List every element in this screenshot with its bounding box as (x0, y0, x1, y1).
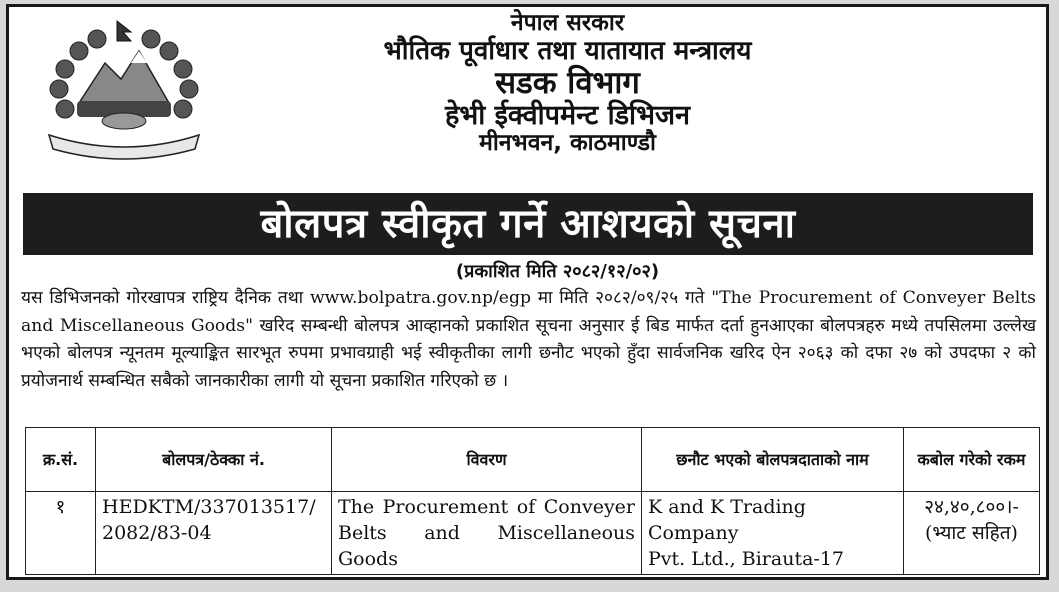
cell-description: The Procurement of Conveyer Belts and Miscellaneous Goods (332, 492, 642, 575)
header-sn: क्र.सं. (26, 428, 96, 492)
bidder-line1: K and K Trading Company (648, 496, 806, 544)
header-contract-no: बोलपत्र/ठेक्का नं. (96, 428, 332, 492)
office-address: मीनभवन, काठमाण्डौ (479, 129, 656, 156)
header (9, 11, 1046, 157)
notice-title: बोलपत्र स्वीकृत गर्ने आशयको सूचना (23, 193, 1033, 255)
bidder-line2: Pvt. Ltd., Birauta-17 (648, 548, 845, 570)
cell-contract-no (96, 492, 332, 575)
cell-amount (904, 492, 1040, 575)
contract-no-line2: 2082/83-04 (102, 522, 212, 544)
ministry-name: भौतिक पूर्वाधार तथा यातायात मन्त्रालय (383, 35, 752, 66)
header-description: विवरण (332, 428, 642, 492)
selected-bid-table (25, 427, 1040, 575)
table-header-row (26, 428, 1040, 492)
cell-bidder (642, 492, 904, 575)
cell-sn: १ (26, 492, 96, 575)
division-name: हेभी ईक्वीपमेन्ट डिभिजन (444, 99, 691, 131)
government-name: नेपाल सरकार (510, 10, 625, 36)
department-name: सडक विभाग (495, 64, 640, 101)
contract-no-line1: HEDKTM/337013517/ (102, 496, 316, 518)
table-row (26, 492, 1040, 575)
notice-body: यस डिभिजनको गोरखापत्र राष्ट्रिय दैनिक तथा www.bolpatra.gov.np/egp मा मिति २०८२/०९/२५ गते "The Procurement of Conveyer Belts and Miscellaneous Goods" खरिद सम्बन्धी बोलपत्र आव्हानको प्रकाशित सूचना अनुसार ई बिड मार्फत दर्ता हुनआएका बोलपत्रहरु मध्ये तपसिलमा उल्लेख भएको बोलपत्र न्यूनतम मूल्याङ्कित सारभूत रुपमा प्रभावग्राही भई स्वीकृतीका लागी छनौट भएको हुँदा सार्वजनिक खरिद ऐन २०६३ को दफा २७ को उपदफा २ को प्रयोजनार्थ सम्बन्धित सबैको जानकारीका लागी यो सूचना प्रकाशित गरिएको छ । (21, 288, 1036, 391)
published-date: (प्रकाशित मिति २०८२/१२/०२) (455, 261, 660, 282)
header-bidder: छनौट भएको बोलपत्रदाताको नाम (642, 428, 904, 492)
amount-vat-note: (भ्याट सहित) (925, 522, 1018, 544)
header-amount: कबोल गरेको रकम (904, 428, 1040, 492)
tender-notice (6, 4, 1049, 580)
amount-value: २४,४०,८००।- (924, 496, 1019, 518)
